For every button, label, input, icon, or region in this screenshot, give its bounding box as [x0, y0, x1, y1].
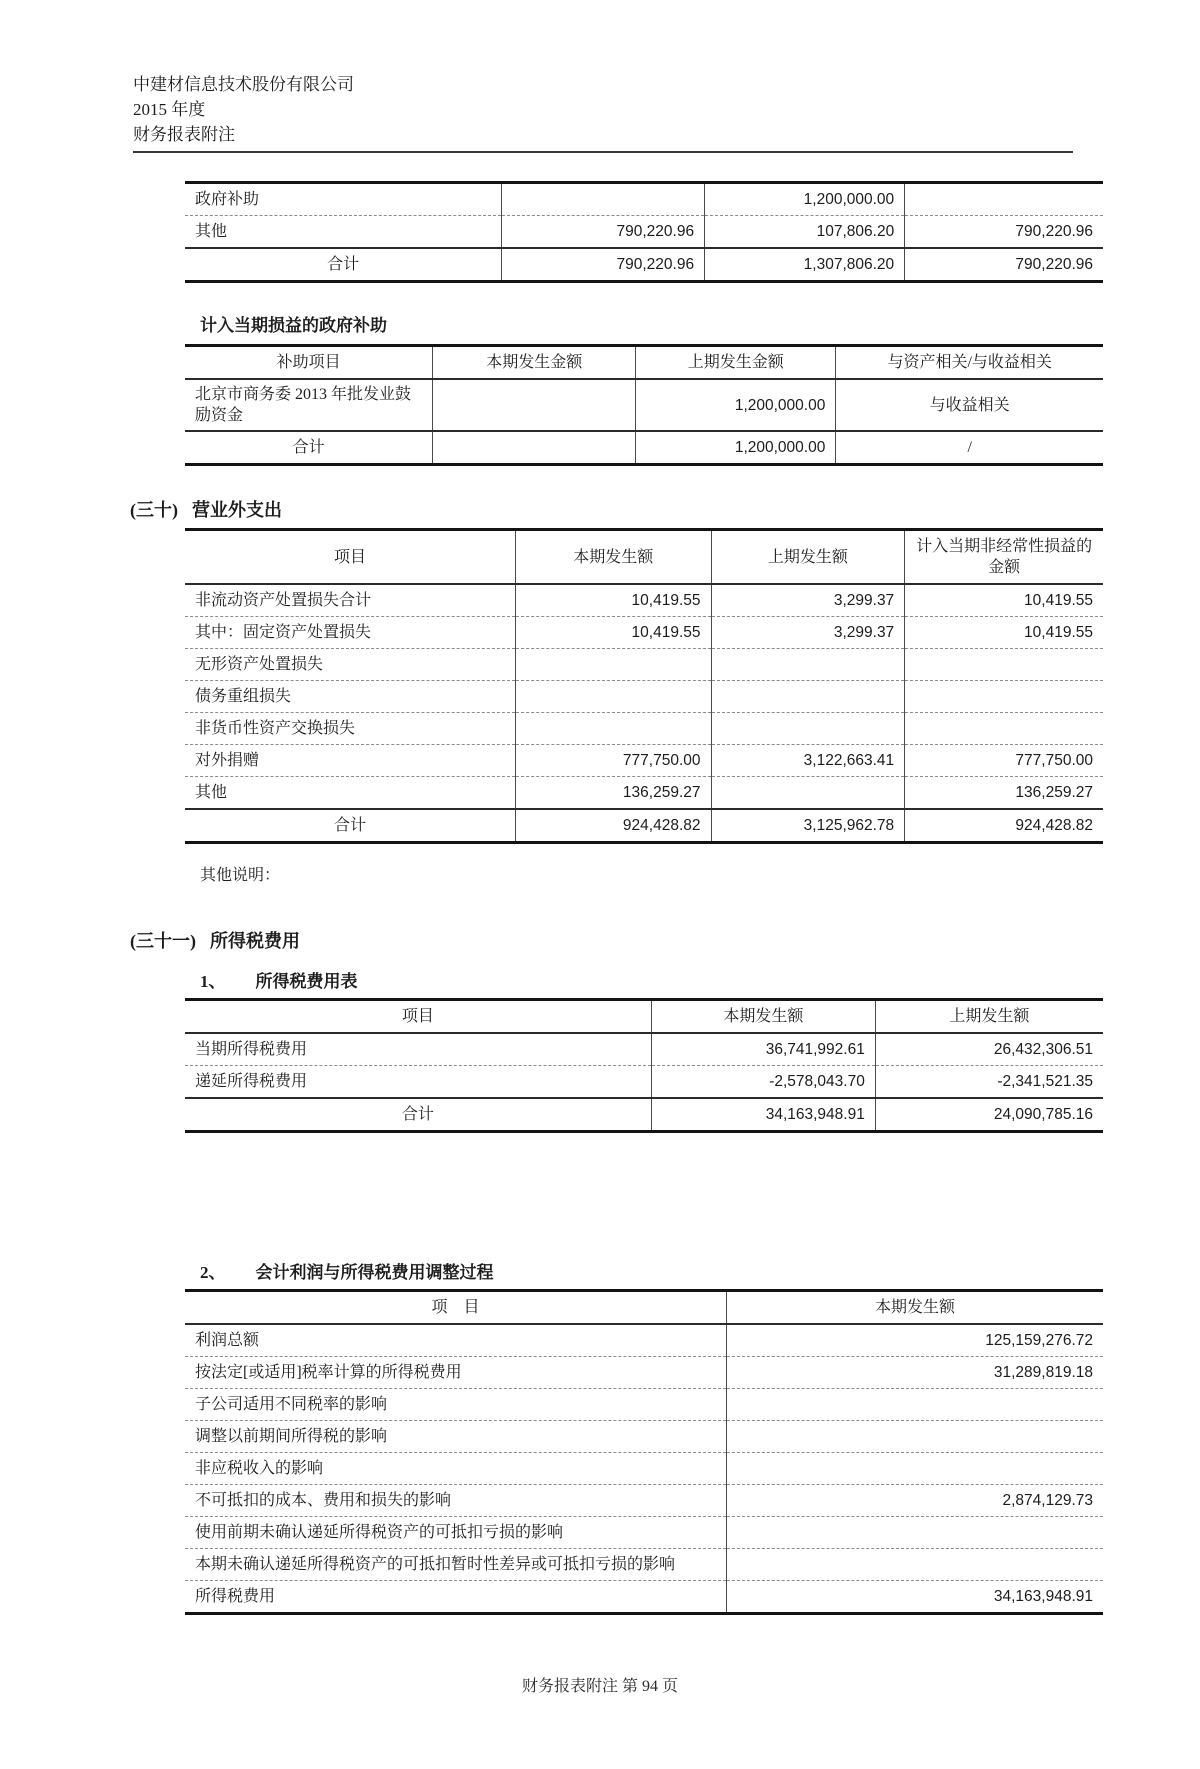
table-row [185, 1324, 1103, 1357]
table-cell [905, 681, 1103, 713]
table-cell [502, 183, 705, 216]
income-tax-expense-body [185, 1033, 1103, 1132]
table-cell: 按法定[或适用]税率计算的所得税费用 [185, 1357, 727, 1389]
table-cell: 其他 [185, 777, 515, 810]
tax-reconciliation-table [185, 1289, 1103, 1615]
non-operating-expense-body [185, 584, 1103, 843]
table-cell: 924,428.82 [515, 809, 711, 843]
table-cell: -2,341,521.35 [875, 1066, 1103, 1099]
table-cell [711, 713, 905, 745]
table-row [185, 1389, 1103, 1421]
column-header: 本期发生额 [727, 1291, 1103, 1325]
table-cell: 合计 [185, 431, 433, 465]
table-row [185, 649, 1103, 681]
table-cell: 北京市商务委 2013 年批发业鼓励资金 [195, 386, 412, 424]
table-cell: 合计 [185, 809, 515, 843]
table-row [185, 1453, 1103, 1485]
table-cell: 790,220.96 [905, 248, 1103, 282]
table-row [185, 1357, 1103, 1389]
table-cell: 3,299.37 [711, 617, 905, 649]
table-row [185, 379, 1103, 431]
table-row [185, 745, 1103, 777]
table-cell: 政府补助 [195, 191, 260, 208]
table-cell: 无形资产处置损失 [185, 649, 515, 681]
other-notes-label: 其他说明： [200, 867, 281, 884]
section-30-title: 营业外支出 [192, 500, 282, 520]
table-cell: 107,806.20 [705, 216, 905, 249]
table-row [185, 1098, 1103, 1132]
column-header: 项目 [185, 1000, 651, 1034]
table-cell [433, 431, 636, 465]
table-cell: 34,163,948.91 [651, 1098, 875, 1132]
table-cell: 1,307,806.20 [705, 248, 905, 282]
tax-reconciliation-body [185, 1324, 1103, 1614]
table-cell [727, 1453, 1103, 1485]
column-header: 本期发生额 [651, 1000, 875, 1034]
table-cell [515, 649, 711, 681]
table-cell: 777,750.00 [905, 745, 1103, 777]
page-footer: 财务报表附注 第 94 页 [521, 1678, 678, 1695]
table-cell: 合计 [185, 1098, 651, 1132]
table-row [185, 1485, 1103, 1517]
column-header: 本期发生金额 [433, 346, 636, 380]
table-row [185, 713, 1103, 745]
table-cell [711, 777, 905, 810]
document-header [133, 72, 1073, 153]
header-row [185, 346, 1103, 380]
table-cell: 债务重组损失 [185, 681, 515, 713]
column-header: 补助项目 [185, 346, 433, 380]
table-row [185, 1066, 1103, 1099]
section-31-heading [130, 927, 1200, 953]
table-row [185, 1549, 1103, 1581]
header-row [185, 530, 1103, 585]
column-header: 项 目 [185, 1291, 727, 1325]
table-row [185, 1421, 1103, 1453]
section-31-title: 所得税费用 [210, 931, 300, 951]
gov-grant-detail-body [185, 379, 1103, 465]
table-cell: 3,299.37 [711, 584, 905, 617]
table-row [185, 216, 1103, 249]
table-row [185, 183, 1103, 216]
table-row [185, 809, 1103, 843]
sub-heading-number: 2、 [200, 1263, 226, 1282]
column-header: 与资产相关/与收益相关 [836, 346, 1103, 380]
table-cell: 790,220.96 [502, 216, 705, 249]
table-cell: 2,874,129.73 [727, 1485, 1103, 1517]
table-cell: 10,419.55 [905, 584, 1103, 617]
table-row [185, 617, 1103, 649]
table-cell: 24,090,785.16 [875, 1098, 1103, 1132]
table-cell: 对外捐赠 [185, 745, 515, 777]
table-cell: 其他 [185, 216, 502, 249]
table-cell: -2,578,043.70 [651, 1066, 875, 1099]
table-cell: 1,200,000.00 [636, 431, 836, 465]
table-cell: 非应税收入的影响 [185, 1453, 727, 1485]
table-cell: 3,122,663.41 [711, 745, 905, 777]
tax-reconciliation-heading [200, 1258, 1200, 1283]
table-cell: 非流动资产处置损失合计 [195, 592, 372, 609]
table-cell: 使用前期未确认递延所得税资产的可抵扣亏损的影响 [185, 1517, 727, 1549]
table-cell: 790,220.96 [905, 216, 1103, 249]
table-cell: 递延所得税费用 [185, 1066, 651, 1099]
gov-grant-detail-heading: 计入当期损益的政府补助 [200, 316, 387, 335]
document-title: 财务报表附注 [133, 125, 235, 144]
table-cell: 924,428.82 [905, 809, 1103, 843]
table-cell: 31,289,819.18 [727, 1357, 1103, 1389]
gov-grant-detail-table [185, 344, 1103, 466]
sub-heading-title: 所得税费用表 [255, 972, 358, 991]
table-cell: 利润总额 [195, 1332, 260, 1349]
table-cell: 790,220.96 [502, 248, 705, 282]
table-cell [905, 649, 1103, 681]
table-cell [727, 1549, 1103, 1581]
sub-heading-number: 1、 [200, 972, 226, 991]
table-cell: 136,259.27 [515, 777, 711, 810]
table-cell: 不可抵扣的成本、费用和损失的影响 [185, 1485, 727, 1517]
table-row [185, 777, 1103, 810]
table-cell: 当期所得税费用 [195, 1041, 308, 1058]
column-header: 上期发生额 [711, 530, 905, 585]
section-31-number: (三十一) [130, 931, 196, 951]
report-year: 2015 年度 [133, 100, 206, 119]
section-30-number: (三十) [130, 500, 178, 520]
table-cell: 125,159,276.72 [727, 1324, 1103, 1357]
table-cell [711, 649, 905, 681]
header-row [185, 1000, 1103, 1034]
table-cell: 136,259.27 [905, 777, 1103, 810]
table-cell: 1,200,000.00 [636, 379, 836, 431]
gov-grant-summary-table [185, 181, 1103, 283]
table-cell: / [836, 431, 1103, 465]
table-cell [711, 681, 905, 713]
table-cell: 所得税费用 [185, 1581, 727, 1614]
table-cell: 10,419.55 [515, 584, 711, 617]
column-header: 本期发生额 [515, 530, 711, 585]
table-cell: 1,200,000.00 [705, 183, 905, 216]
table-row [185, 1033, 1103, 1066]
table-cell: 子公司适用不同税率的影响 [185, 1389, 727, 1421]
table-row [185, 1581, 1103, 1614]
header-row [185, 1291, 1103, 1325]
table-cell [905, 183, 1103, 216]
table-cell [727, 1389, 1103, 1421]
document-page [0, 72, 1200, 1769]
table-row [185, 1517, 1103, 1549]
table-cell: 合计 [185, 248, 502, 282]
table-row [185, 681, 1103, 713]
sub-heading-title: 会计利润与所得税费用调整过程 [255, 1263, 494, 1282]
table-cell: 非货币性资产交换损失 [185, 713, 515, 745]
income-tax-expense-table [185, 998, 1103, 1133]
table-cell: 其中：固定资产处置损失 [185, 617, 515, 649]
table-cell: 777,750.00 [515, 745, 711, 777]
table-cell: 本期未确认递延所得税资产的可抵扣暂时性差异或可抵扣亏损的影响 [185, 1549, 727, 1581]
income-tax-table-heading [200, 967, 1200, 992]
column-header: 计入当期非经常性损益的金额 [905, 530, 1103, 585]
table-cell [905, 713, 1103, 745]
gov-grant-summary-body [185, 183, 1103, 282]
table-cell: 调整以前期间所得税的影响 [185, 1421, 727, 1453]
table-cell: 10,419.55 [515, 617, 711, 649]
table-cell: 26,432,306.51 [875, 1033, 1103, 1066]
table-cell [433, 379, 636, 431]
company-name: 中建材信息技术股份有限公司 [133, 75, 354, 94]
section-30-heading [130, 496, 1200, 522]
table-cell: 与收益相关 [836, 379, 1103, 431]
table-cell: 3,125,962.78 [711, 809, 905, 843]
table-cell: 36,741,992.61 [651, 1033, 875, 1066]
table-cell [515, 713, 711, 745]
column-header: 项目 [185, 530, 515, 585]
non-operating-expense-table [185, 528, 1103, 844]
table-row [185, 248, 1103, 282]
table-cell [515, 681, 711, 713]
column-header: 上期发生额 [875, 1000, 1103, 1034]
column-header: 上期发生金额 [636, 346, 836, 380]
table-cell [727, 1517, 1103, 1549]
table-cell: 10,419.55 [905, 617, 1103, 649]
table-cell: 34,163,948.91 [727, 1581, 1103, 1614]
table-cell [727, 1421, 1103, 1453]
table-row [185, 431, 1103, 465]
table-row [185, 584, 1103, 617]
